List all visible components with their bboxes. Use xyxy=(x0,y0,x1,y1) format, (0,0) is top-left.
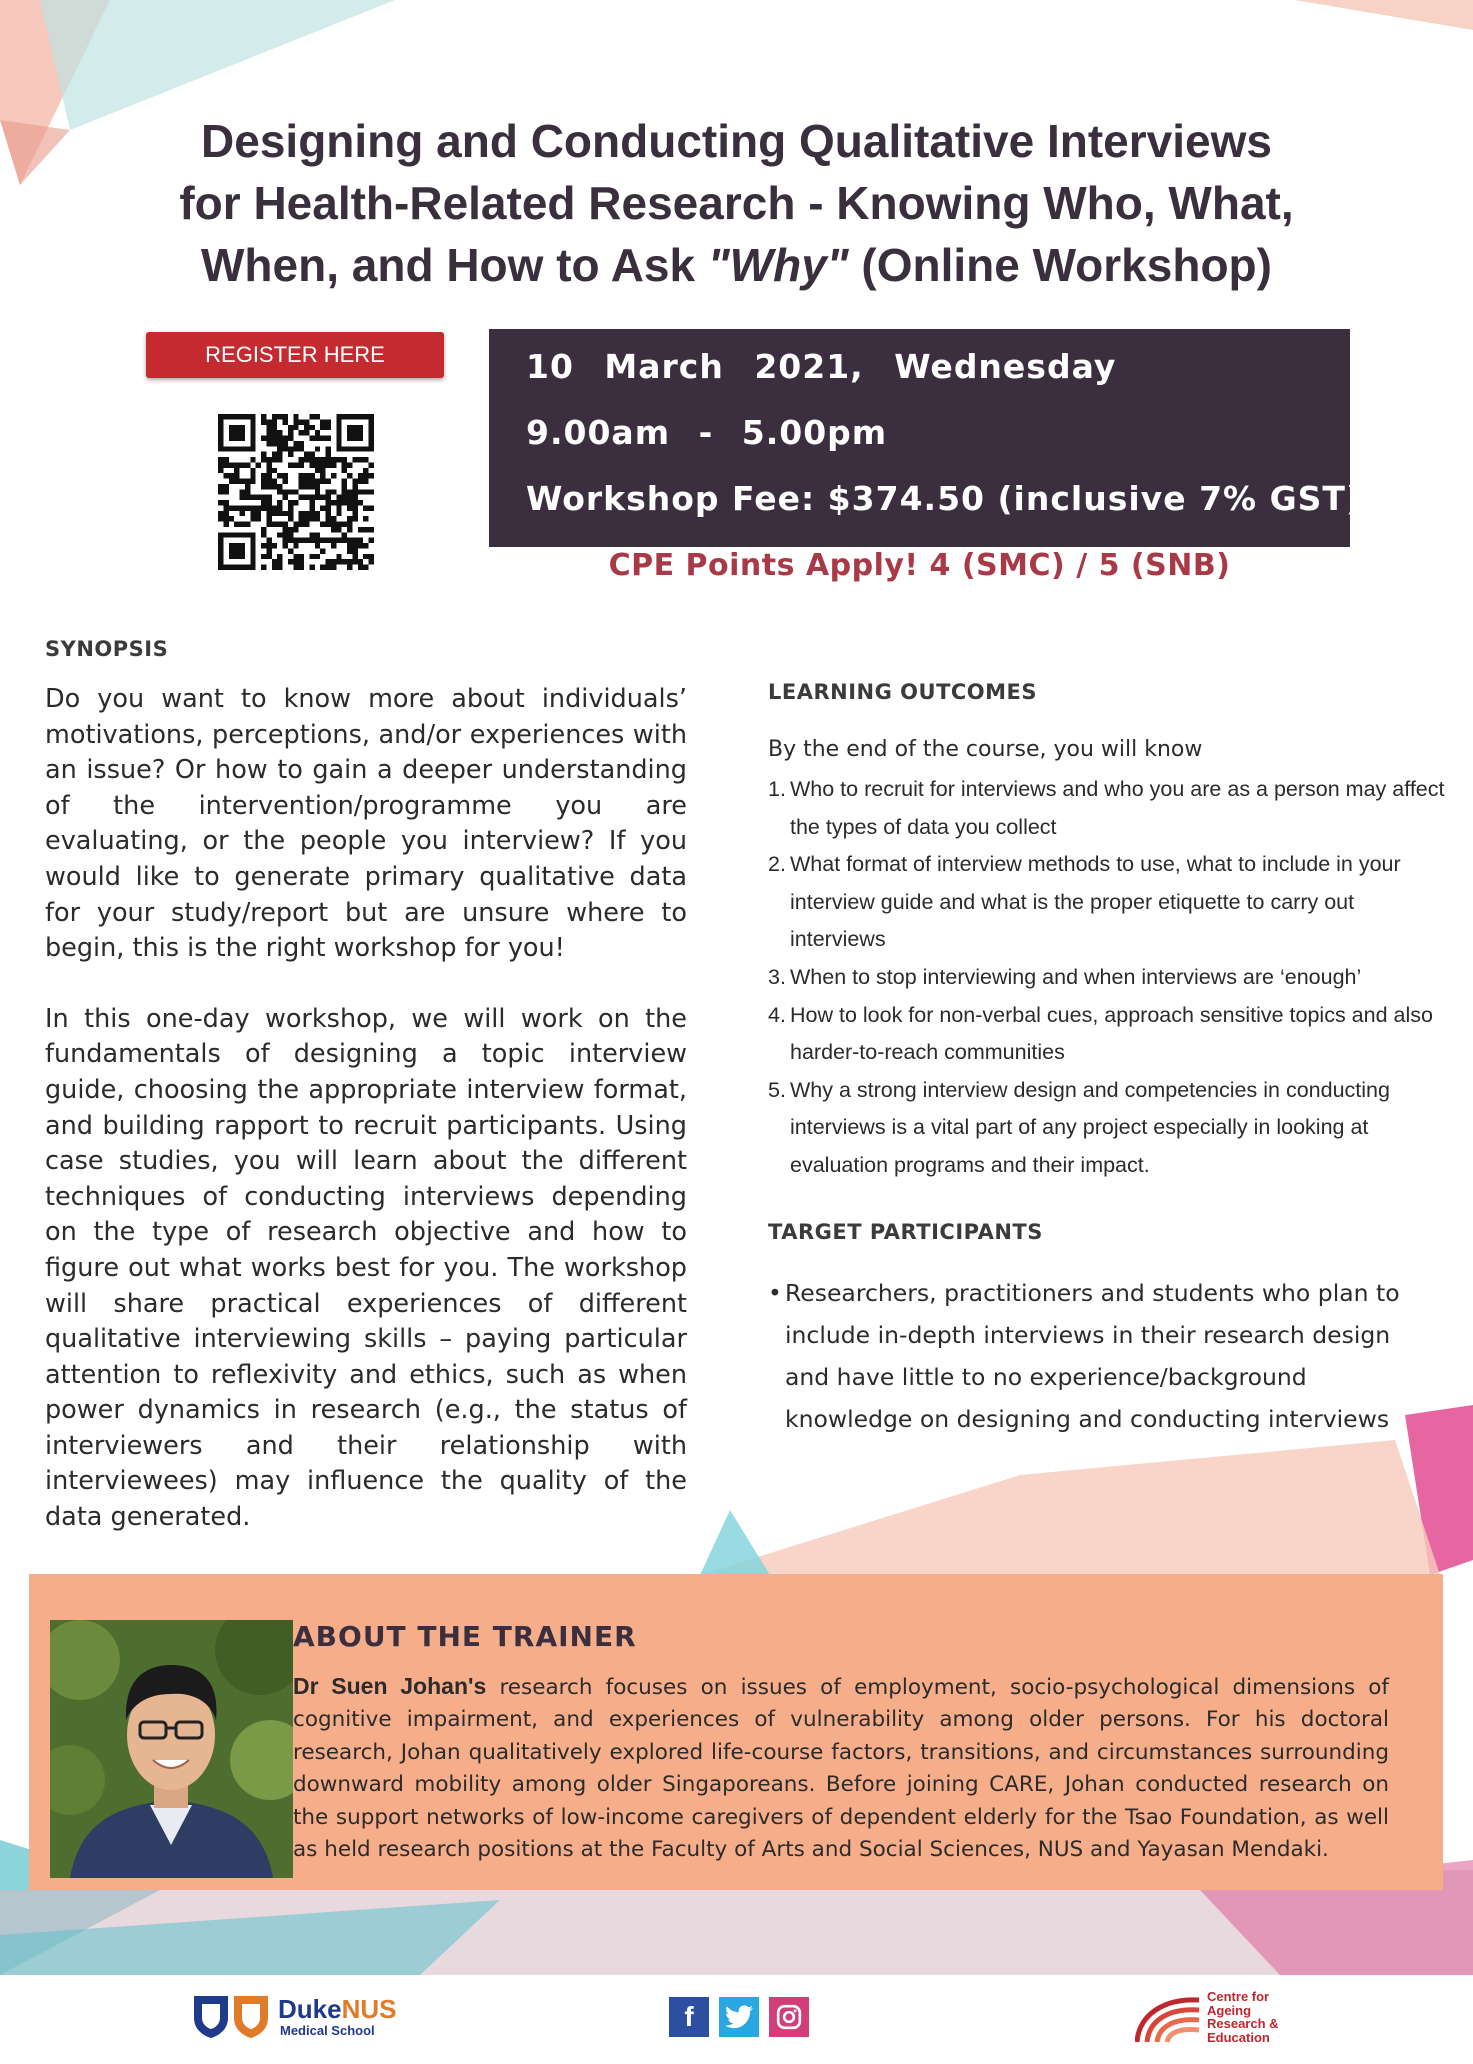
list-number: 2. xyxy=(768,852,786,877)
title-line-1: Designing and Conducting Qualitative Interviews xyxy=(201,115,1272,167)
list-text: Who to recruit for interviews and who you are as a person may affect the types of data you collect xyxy=(790,777,1445,839)
care-name xyxy=(1207,1990,1279,2044)
care-word: geing xyxy=(1216,2002,1252,2018)
register-button[interactable]: REGISTER HERE xyxy=(146,332,444,378)
page-title xyxy=(60,110,1413,296)
synopsis-paragraph-2: In this one-day workshop, we will work on the fundamentals of designing a topic interview guide, choosing the appropriate interview format, and building rapport to recruit participants. Using case studies, you will learn about the different techniques of conducting interviews depending on the type of research objective and how to figure out what works best for you. The workshop will share practical experiences of different qualitative interviewing skills – paying particular attention to reflexivity and ethics, such as when power dynamics in research (e.g., the status of interviewers and their relationship with interviewees) may influence the quality of the data generated. xyxy=(45,1003,687,1533)
list-item xyxy=(768,771,1448,846)
trainer-heading: ABOUT THE TRAINER xyxy=(293,1620,637,1653)
title-line-3-start: When, and How to Ask xyxy=(201,239,708,291)
twitter-bird-icon xyxy=(725,2005,753,2029)
duke-nus-name xyxy=(278,1994,396,2025)
care-word: esearch & xyxy=(1216,2016,1279,2031)
duke-nus-logo[interactable] xyxy=(192,1992,432,2040)
care-line-2 xyxy=(1207,2004,1279,2018)
care-arcs-icon xyxy=(1135,1994,1201,2044)
list-number: 3. xyxy=(768,964,786,989)
event-date: 10 March 2021, Wednesday xyxy=(526,347,1117,386)
trainer-bio xyxy=(293,1670,1389,1866)
care-initial: E xyxy=(1207,2029,1216,2045)
instagram-icon[interactable] xyxy=(769,1997,809,2037)
care-line-4 xyxy=(1207,2031,1279,2045)
title-why: "Why" xyxy=(707,239,849,291)
event-time: 9.00am - 5.00pm xyxy=(526,413,888,452)
trainer-bio-text: research focuses on issues of employment, socio-psychological dimensions of cognitive impairment, and experiences of vulnerability among older persons. For his doctoral research, Johan qualitatively explored life-course factors, transitions, and circumstances surrounding downward mobility among older Singaporeans. Before joining CARE, Johan conducted research on the support networks of low-income caregivers of dependent elderly for the Tsao Foundation, as well as held research positions at the Faculty of Arts and Social Sciences, NUS and Yayasan Mendaki. xyxy=(293,1675,1389,1863)
title-line-2: for Health-Related Research - Knowing Who, What, xyxy=(179,177,1294,229)
bullet-icon: • xyxy=(768,1279,782,1307)
list-number: 5. xyxy=(768,1077,786,1102)
list-text: How to look for non-verbal cues, approach sensitive topics and also harder-to-reach communities xyxy=(790,1002,1433,1065)
target-participants-text: Researchers, practitioners and students who plan to include in-depth interviews in their research design and have little to no experience/background knowledge on designing and conducting interviews xyxy=(785,1279,1400,1433)
care-initial: A xyxy=(1207,2002,1217,2018)
learning-outcomes-heading: LEARNING OUTCOMES xyxy=(768,680,1038,704)
care-line-3 xyxy=(1207,2017,1279,2031)
nus-text: NUS xyxy=(341,1994,397,2024)
event-fee: Workshop Fee: $374.50 (inclusive 7% GST) xyxy=(526,479,1363,518)
trainer-section xyxy=(29,1574,1443,1890)
event-info-box xyxy=(489,329,1363,547)
instagram-camera-icon xyxy=(776,2004,802,2030)
list-item xyxy=(768,997,1448,1072)
learning-outcomes-list xyxy=(768,771,1448,1185)
duke-nus-shield-icon xyxy=(192,1994,272,2038)
top-right-shard xyxy=(1295,0,1473,30)
trainer-name: Dr Suen Johan's xyxy=(293,1673,487,1699)
synopsis-paragraph-1: Do you want to know more about individuals’ motivations, perceptions, and/or experiences with an issue? Or how to gain a deeper understanding of the intervention/programme you are evaluating, or the people you interview? If you would like to generate primary qualitative data for your study/report but are unsure where to begin, this is the right workshop for you! xyxy=(45,684,687,964)
synopsis-body xyxy=(45,682,687,1536)
duke-text: Duke xyxy=(278,1994,342,2024)
trainer-photo xyxy=(50,1620,293,1878)
care-logo[interactable] xyxy=(1135,1990,1335,2046)
list-item xyxy=(768,1072,1448,1185)
list-item xyxy=(768,846,1448,959)
mid-right-shard-peach xyxy=(700,1440,1440,1575)
care-initial: C xyxy=(1207,1989,1217,2004)
synopsis-heading: SYNOPSIS xyxy=(45,637,169,661)
care-word: entre for xyxy=(1216,1989,1270,2004)
learning-outcomes-intro: By the end of the course, you will know xyxy=(768,737,1203,762)
list-item xyxy=(768,959,1448,997)
title-line-3-end: (Online Workshop) xyxy=(848,239,1272,291)
list-number: 1. xyxy=(768,777,786,801)
title-line-3 xyxy=(60,234,1413,296)
mid-cyan-shard xyxy=(700,1510,770,1575)
cpe-points: CPE Points Apply! 4 (SMC) / 5 (SNB) xyxy=(608,548,1231,583)
list-text: Why a strong interview design and competencies in conducting interviews is a vital part of any project especially in looking at evaluation programs and their impact. xyxy=(790,1077,1390,1177)
duke-nus-subtitle: Medical School xyxy=(280,2023,375,2038)
list-text: What format of interview methods to use, what to include in your interview guide and what is the proper etiquette to carry out interviews xyxy=(790,852,1401,952)
qr-code-icon[interactable] xyxy=(218,414,374,570)
care-line-1 xyxy=(1207,1990,1279,2004)
facebook-icon[interactable]: f xyxy=(669,1997,709,2037)
target-participants-heading: TARGET PARTICIPANTS xyxy=(768,1220,1043,1244)
care-word: ducation xyxy=(1215,2029,1270,2045)
target-participants-body xyxy=(768,1272,1428,1440)
care-initial: R xyxy=(1207,2016,1217,2031)
list-number: 4. xyxy=(768,1002,786,1027)
list-text: When to stop interviewing and when interviews are ‘enough’ xyxy=(790,964,1362,989)
twitter-icon[interactable] xyxy=(719,1997,759,2037)
